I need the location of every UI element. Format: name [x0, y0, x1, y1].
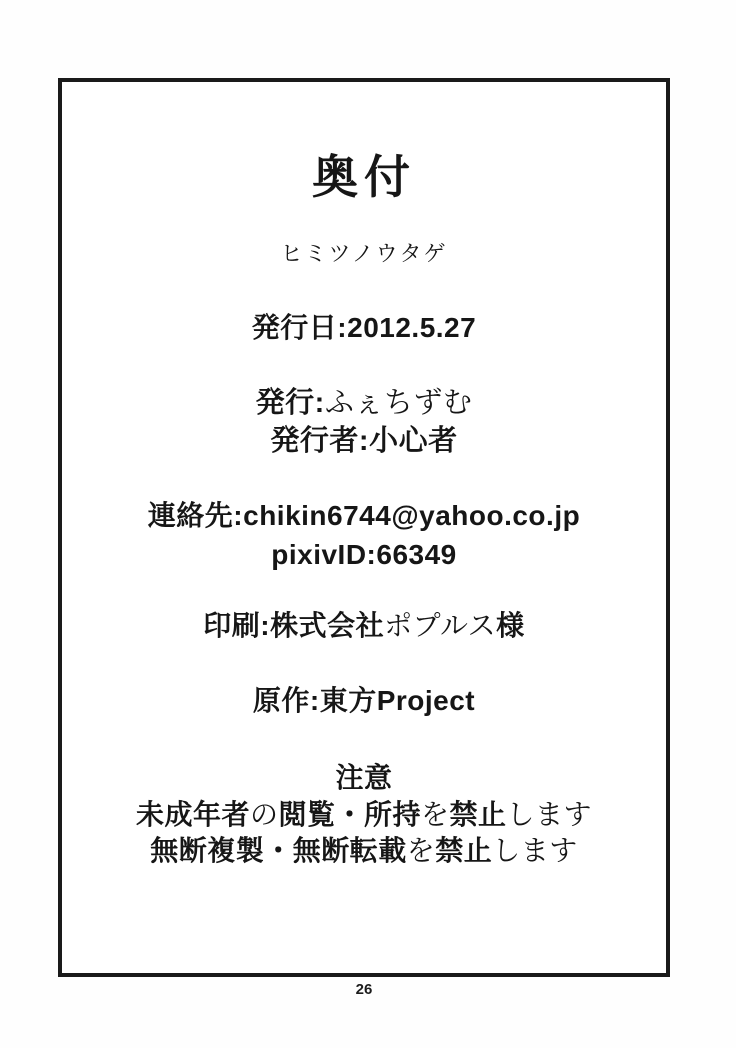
text-segment: 閲覧・所持: [278, 799, 421, 830]
text-segment: 禁止: [435, 835, 493, 866]
text-segment: の: [249, 800, 279, 831]
printer-line: [62, 611, 666, 641]
colophon-title: 奥付: [312, 151, 416, 203]
text-segment: ポプルス: [384, 611, 497, 642]
text-segment: を: [421, 800, 450, 831]
text-segment: 禁止: [449, 799, 507, 830]
publisher-line: [62, 388, 666, 418]
text-segment: します: [506, 800, 593, 831]
author-line: 発行者:小心者: [270, 425, 458, 457]
book-title: ヒミツノウタゲ: [280, 241, 448, 266]
text-segment: 発行:: [255, 387, 325, 419]
text-segment: を: [406, 836, 436, 867]
publish-date: 発行日:2012.5.27: [251, 312, 477, 343]
notice-title: 注意: [335, 762, 393, 793]
original-work: 原作:東方Project: [252, 685, 476, 716]
notice-line-1: [62, 800, 666, 830]
colophon-frame: [58, 78, 670, 977]
text-segment: 未成年者: [135, 799, 250, 830]
text-segment: ふぇちずむ: [324, 387, 473, 419]
pixiv-id: pixivID:66349: [271, 539, 457, 570]
page-number: 26: [355, 981, 373, 998]
text-segment: 無断複製・無断転載: [150, 835, 407, 866]
text-segment: します: [492, 836, 578, 867]
contact-email: 連絡先:chikin6744@yahoo.co.jp: [147, 500, 581, 531]
notice-line-2: [62, 836, 666, 866]
text-segment: 印刷:株式会社: [203, 610, 385, 641]
text-segment: 様: [496, 610, 525, 641]
